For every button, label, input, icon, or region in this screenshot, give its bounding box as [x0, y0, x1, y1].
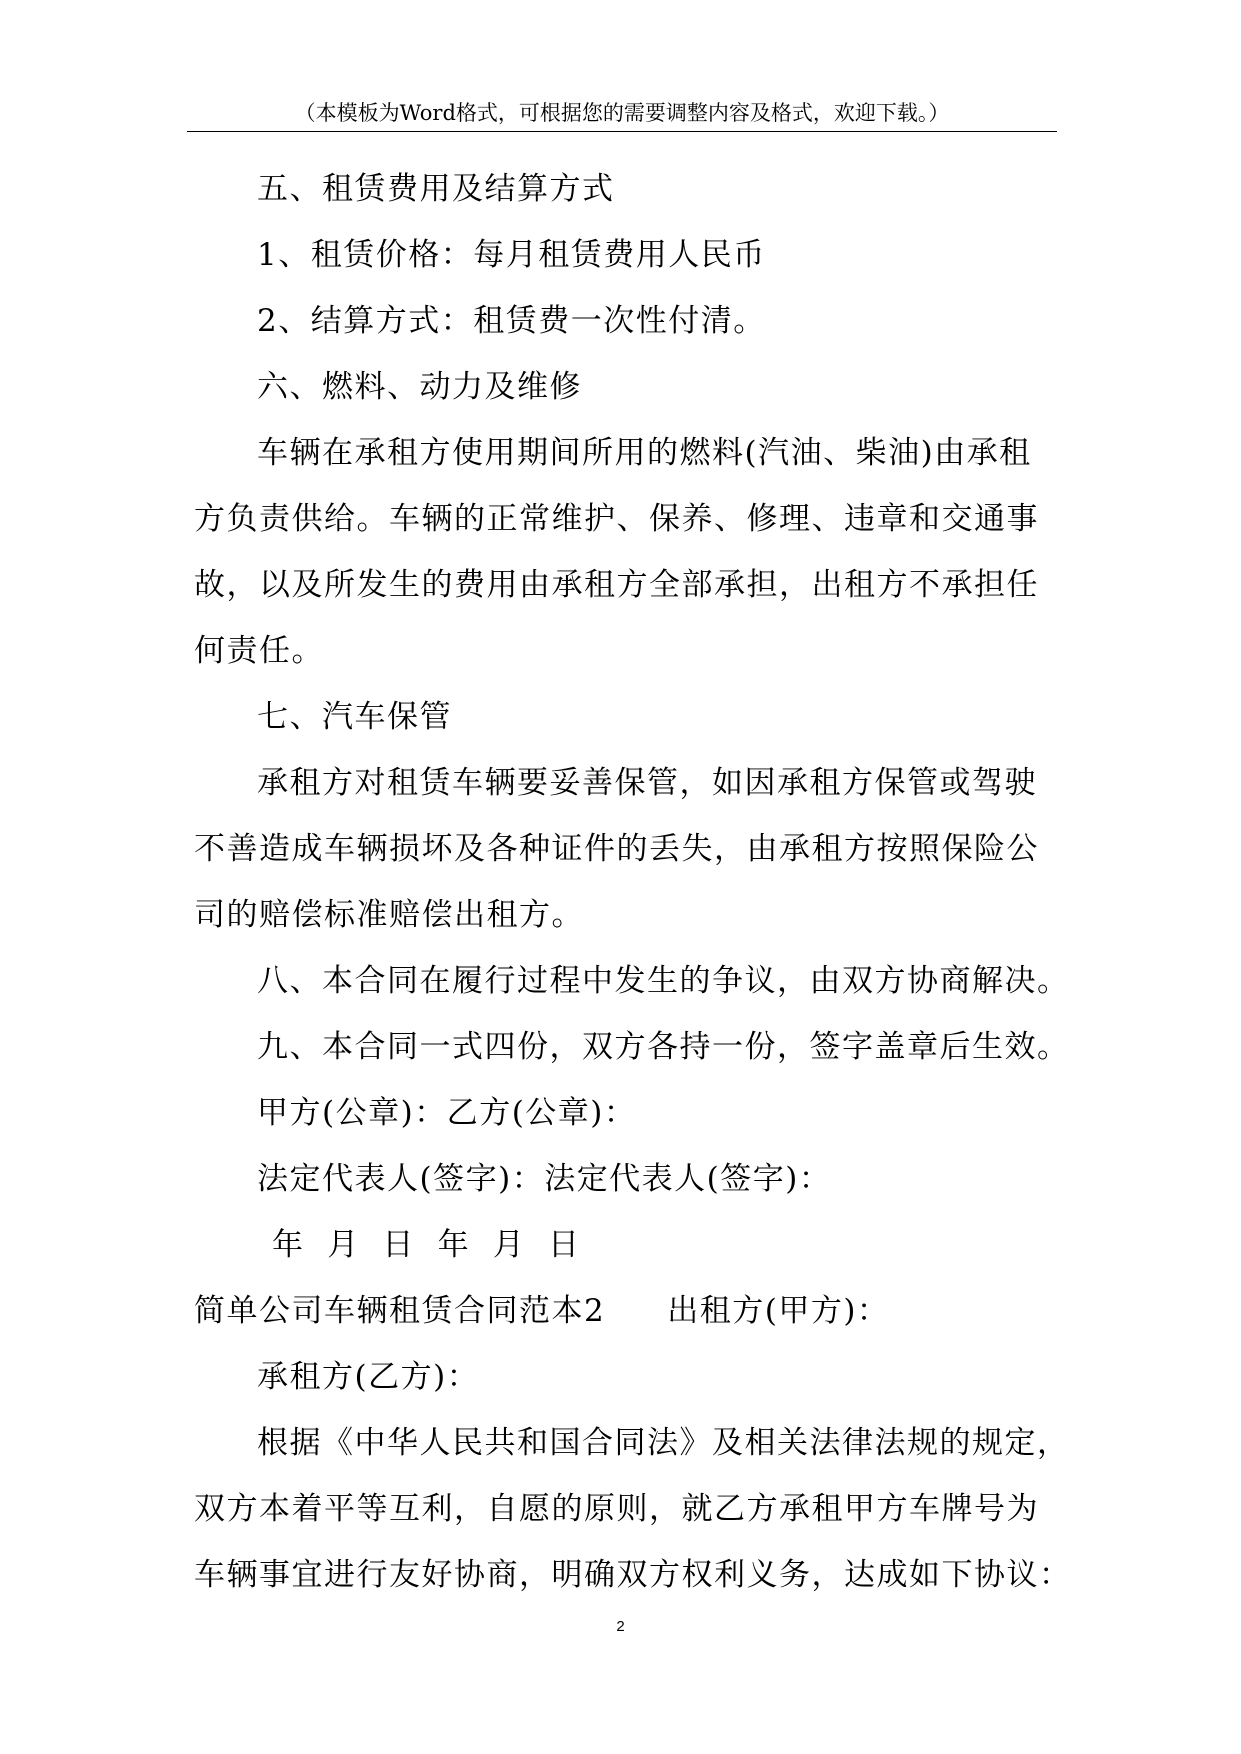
section-heading-storage: 七、汽车保管 [257, 699, 452, 735]
header-divider [187, 131, 1057, 132]
paragraph-settlement: 2、结算方式：租赁费一次性付清。 [257, 303, 766, 339]
paragraph-fuel-line-3: 故，以及所发生的费用由承租方全部承担，出租方不承担任 [194, 567, 1039, 603]
lessor-label: 出租方(甲方)： [667, 1293, 890, 1329]
paragraph-fuel-line-1: 车辆在承租方使用期间所用的燃料(汽油、柴油)由承租 [257, 435, 1032, 471]
section-copies: 九、本合同一式四份，双方各持一份，签字盖章后生效。 [257, 1029, 1070, 1065]
paragraph-storage-line-3: 司的赔偿标准赔偿出租方。 [194, 897, 584, 933]
paragraph-storage-line-1: 承租方对租赁车辆要妥善保管，如因承租方保管或驾驶 [257, 765, 1037, 801]
page-number: 2 [616, 1618, 625, 1635]
preamble-line-1: 根据《中华人民共和国合同法》及相关法律法规的规定， [257, 1425, 1070, 1461]
paragraph-storage-line-2: 不善造成车辆损坏及各种证件的丢失，由承租方按照保险公 [194, 831, 1039, 867]
contract-title-line [194, 1278, 1064, 1344]
contract-title: 简单公司车辆租赁合同范本2 [194, 1293, 606, 1329]
signature-date-line: 年 月 日 年 月 日 [272, 1227, 581, 1263]
paragraph-rental-price: 1、租赁价格：每月租赁费用人民币 [257, 237, 766, 273]
section-heading-fuel: 六、燃料、动力及维修 [257, 369, 582, 405]
signature-seal-line: 甲方(公章)：乙方(公章)： [257, 1095, 637, 1131]
signature-representative-line: 法定代表人(签字)：法定代表人(签字)： [257, 1161, 832, 1197]
preamble-line-2: 双方本着平等互利，自愿的原则，就乙方承租甲方车牌号为 [194, 1491, 1039, 1527]
paragraph-fuel-line-2: 方负责供给。车辆的正常维护、保养、修理、违章和交通事 [194, 501, 1039, 537]
section-disputes: 八、本合同在履行过程中发生的争议，由双方协商解决。 [257, 963, 1070, 999]
lessee-label: 承租方(乙方)： [257, 1359, 480, 1395]
preamble-line-3: 车辆事宜进行友好协商，明确双方权利义务，达成如下协议： [194, 1557, 1072, 1593]
header-note: （本模板为Word格式，可根据您的需要调整内容及格式，欢迎下载。） [294, 101, 950, 125]
section-heading-fees: 五、租赁费用及结算方式 [257, 171, 615, 207]
document-body [194, 156, 1072, 1608]
paragraph-fuel-line-4: 何责任。 [194, 633, 324, 669]
